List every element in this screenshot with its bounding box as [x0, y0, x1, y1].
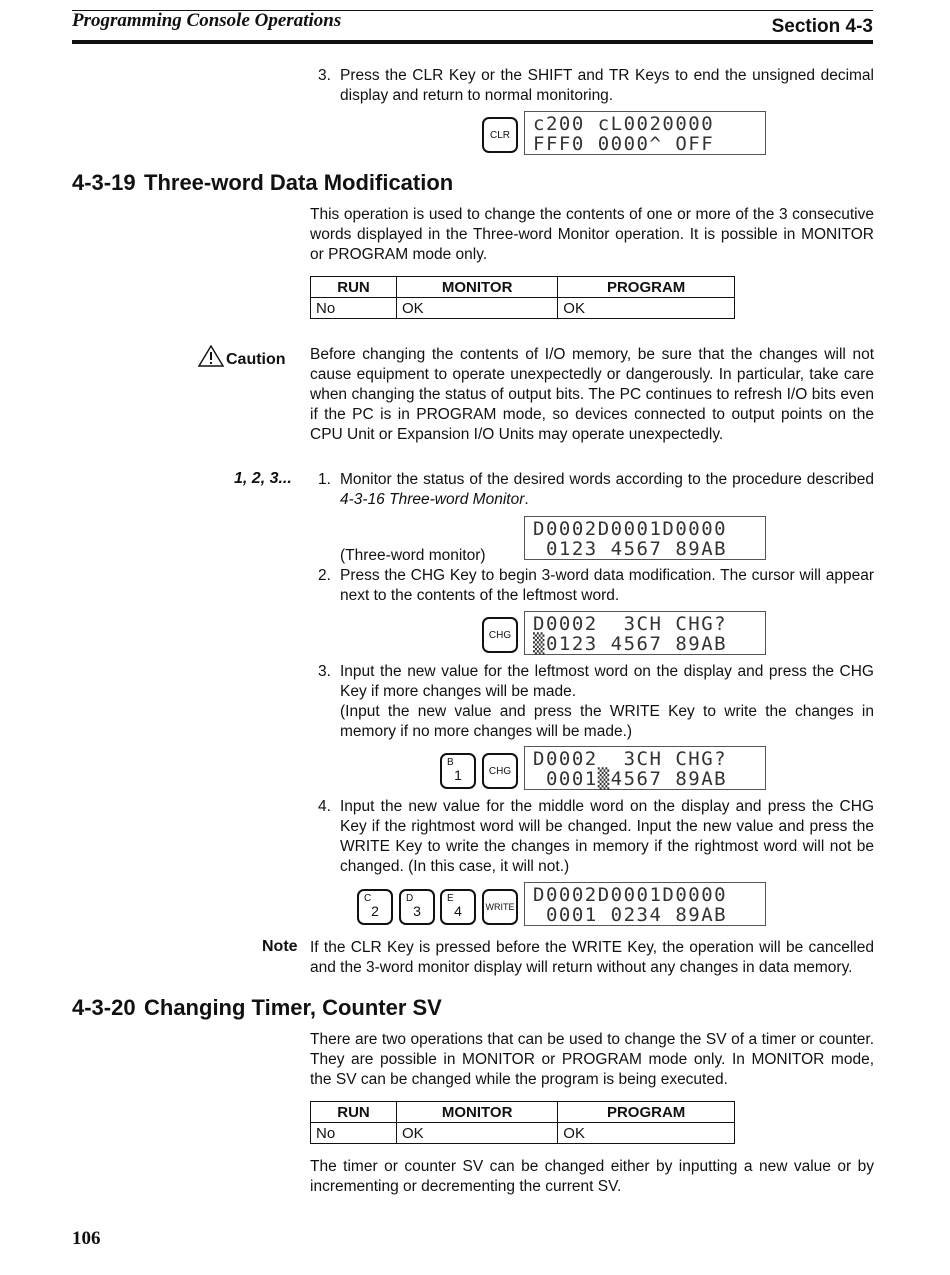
lcd-line-1: D0002 3CH CHG?: [533, 613, 728, 635]
table-header-run: RUN: [311, 1102, 397, 1123]
clr-key: CLR: [482, 117, 518, 153]
lcd-display-step3: [524, 746, 766, 790]
table-header-monitor: MONITOR: [397, 1102, 558, 1123]
table-cell-monitor: OK: [397, 298, 558, 319]
table-header-row: [311, 1102, 735, 1123]
step-text: Press the CLR Key or the SHIFT and TR Keys to end the unsigned decimal display and return to normal monitoring.: [340, 67, 874, 104]
table-header-monitor: MONITOR: [397, 277, 558, 298]
table-cell-program: OK: [558, 298, 735, 319]
section-intro: There are two operations that can be used to change the SV of a timer or counter. They are possible in MONITOR or PROGRAM mode only. In MONITOR mode, the SV can be changed while the program is being executed.: [310, 1031, 874, 1088]
table-cell-run: No: [311, 1123, 397, 1144]
section-title: Changing Timer, Counter SV: [144, 995, 442, 1020]
step-4: [318, 797, 874, 877]
steps-label: 1, 2, 3...: [234, 470, 292, 487]
caution-text: Before changing the contents of I/O memory, be sure that the changes will not cause equipment to operate unexpectedly or dangerously. In particular, take care when changing the status of output bits. The PC continues to refresh I/O bits even if the PC is in PROGRAM mode, so devices connected to output points on the CPU Unit or Expansion I/O Units may operate unexpectedly.: [310, 346, 874, 443]
running-header-title: Programming Console Operations: [72, 10, 342, 31]
section-number: 4-3-19: [72, 170, 136, 195]
step-1: [318, 470, 874, 510]
step-number: 4.: [318, 798, 331, 815]
step-text: Monitor the status of the desired words according to the procedure described 4-3-16 Three-word Monitor.: [340, 471, 874, 508]
note-label: Note: [262, 938, 298, 955]
lcd-line-1: D0002 3CH CHG?: [533, 748, 728, 770]
lcd-line-1: c200 cL0020000: [533, 113, 715, 135]
lcd-display-clr: [524, 111, 766, 155]
page-number: 106: [72, 1228, 101, 1249]
section-outro: The timer or counter SV can be changed either by inputting a new value or by incrementing or decrementing the current SV.: [310, 1158, 874, 1195]
lcd-line-2: ▒0123 4567 89AB: [533, 633, 728, 655]
lcd-line-2: FFF0 0000^ OFF: [533, 133, 715, 155]
chg-key: CHG: [482, 617, 518, 653]
lcd-line-1: D0002D0001D0000: [533, 518, 728, 540]
step-number: 2.: [318, 567, 331, 584]
section-number: 4-3-20: [72, 995, 136, 1020]
step-prev: [318, 66, 874, 106]
lcd-line-2: 0123 4567 89AB: [533, 538, 728, 560]
table-header-program: PROGRAM: [558, 1102, 735, 1123]
section-heading-4-3-19: [72, 170, 453, 196]
table-row: [311, 1123, 735, 1144]
header-rule-bottom: [72, 40, 873, 44]
section-intro: This operation is used to change the contents of one or more of the 3 consecutive words displayed in the Three-word Monitor operation. It is possible in MONITOR or PROGRAM mode only.: [310, 206, 874, 263]
step-number: 3.: [318, 663, 331, 680]
lcd-display-step4: [524, 882, 766, 926]
section-heading-4-3-20: [72, 995, 442, 1021]
lcd-display-step1: [524, 516, 766, 560]
step-text-note: (Input the new value and press the WRITE Key to write the changes in memory if no more changes will be made.): [340, 703, 874, 740]
table-cell-monitor: OK: [397, 1123, 558, 1144]
key-1: B 1: [440, 753, 476, 789]
step-text: Press the CHG Key to begin 3-word data modification. The cursor will appear next to the contents of the leftmost word.: [340, 567, 874, 604]
table-header-program: PROGRAM: [558, 277, 735, 298]
table-row: [311, 298, 735, 319]
lcd-line-2: 0001 0234 89AB: [533, 904, 728, 926]
mode-table-4-3-20: [310, 1101, 735, 1144]
step-number: 3.: [318, 67, 331, 84]
note-text: If the CLR Key is pressed before the WRITE Key, the operation will be cancelled and the 3-word monitor display will return without any changes in data memory.: [310, 939, 874, 976]
cross-reference: 4-3-16 Three-word Monitor: [340, 491, 525, 508]
step-number: 1.: [318, 471, 331, 488]
table-cell-run: No: [311, 298, 397, 319]
step-2: [318, 566, 874, 606]
write-key: WRITE: [482, 889, 518, 925]
key-2: C 2: [357, 889, 393, 925]
table-cell-program: OK: [558, 1123, 735, 1144]
key-4: E 4: [440, 889, 476, 925]
step-3: [318, 662, 874, 742]
monitor-caption: (Three-word monitor): [340, 547, 486, 564]
table-header-row: [311, 277, 735, 298]
table-header-run: RUN: [311, 277, 397, 298]
section-label: Section 4-3: [771, 16, 873, 37]
lcd-display-step2: [524, 611, 766, 655]
lcd-line-2: 0001▒4567 89AB: [533, 768, 728, 790]
step-text: Input the new value for the middle word on the display and press the CHG Key if the rightmost word will be changed. Input the new value and press the WRITE Key to write the changes in memory if the rightmost word will not be changed. (In this case, it will not.): [340, 798, 874, 875]
section-title: Three-word Data Modification: [144, 170, 454, 195]
warning-triangle-icon: [198, 345, 224, 367]
lcd-line-1: D0002D0001D0000: [533, 884, 728, 906]
mode-table-4-3-19: [310, 276, 735, 319]
chg-key: CHG: [482, 753, 518, 789]
step-text: Input the new value for the leftmost word on the display and press the CHG Key if more changes will be made.: [340, 663, 874, 700]
key-3: D 3: [399, 889, 435, 925]
caution-label: Caution: [198, 345, 286, 369]
